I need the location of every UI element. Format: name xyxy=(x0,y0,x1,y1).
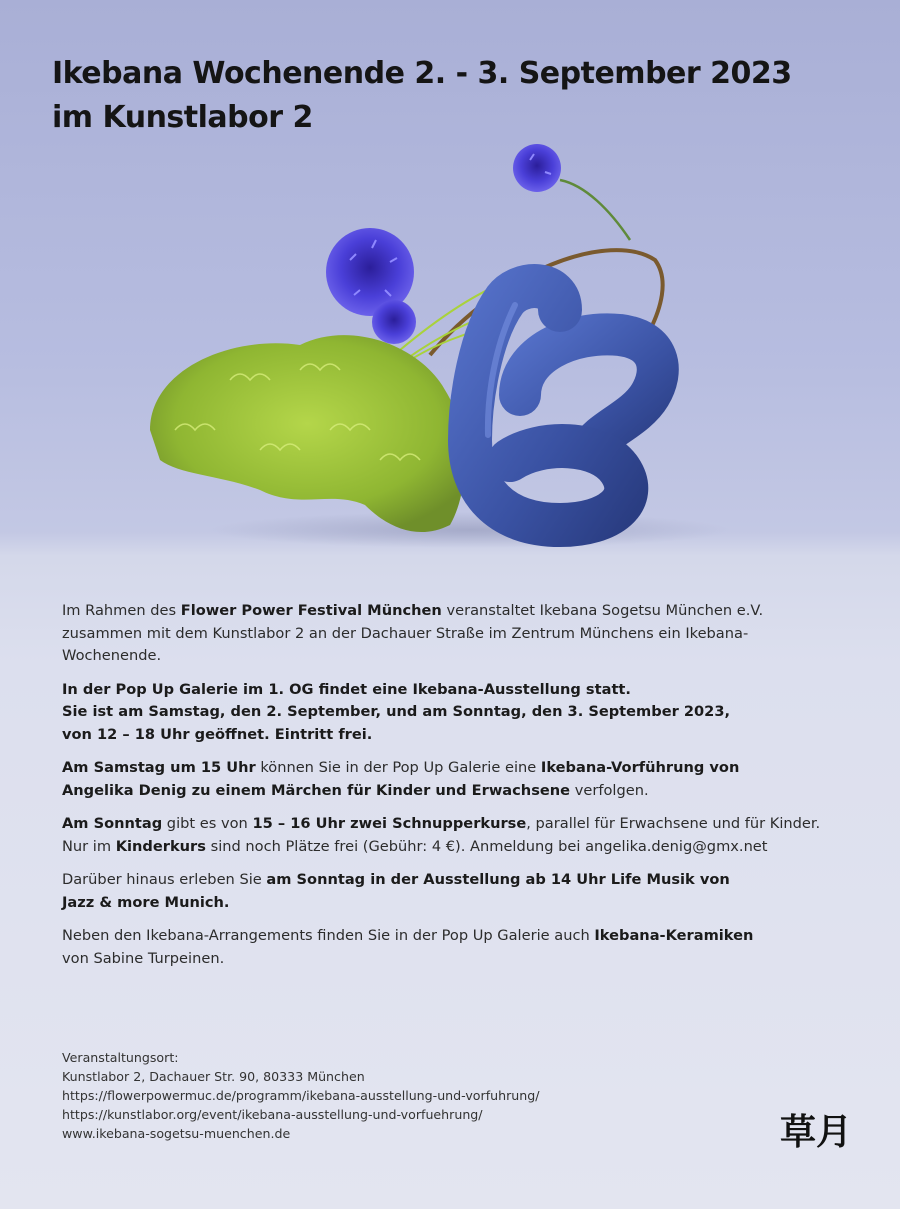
ceramics-paragraph xyxy=(62,925,892,970)
festival-name: Flower Power Festival München xyxy=(180,602,442,619)
saturday-demo: Ikebana-Vorführung von xyxy=(540,759,740,776)
sunday-text-2: , parallel für Erwachsene und für Kinder. xyxy=(526,815,821,832)
title-line-2: im Kunstlabor 2 xyxy=(52,100,313,135)
saturday-performer: Angelika Denig zu einem Märchen für Kinder und Erwachsene xyxy=(62,781,571,799)
saturday-text: können Sie in der Pop Up Galerie eine xyxy=(255,759,541,776)
sunday-label: Am Sonntag xyxy=(62,815,163,832)
saturday-text-2: verfolgen. xyxy=(570,781,649,799)
intro-line-2: zusammen mit dem Kunstlabor 2 an der Dachauer Straße im Zentrum Münchens ein Ikebana- xyxy=(62,624,749,642)
crescent-icon xyxy=(744,1106,766,1150)
shadow xyxy=(210,512,730,548)
ikebana-photo xyxy=(0,130,900,600)
sogetsu-logo xyxy=(738,1100,858,1156)
exhibition-line-1: In der Pop Up Galerie im 1. OG findet eine Ikebana-Ausstellung statt. xyxy=(62,680,631,698)
registration-text: sind noch Plätze frei (Gebühr: 4 €). Anmeldung bei angelika.denig@gmx.net xyxy=(205,837,768,855)
link-kunstlabor[interactable]: https://kunstlabor.org/event/ikebana-ausstellung-und-vorfuehrung/ xyxy=(62,1107,483,1122)
kids-course: Kinderkurs xyxy=(115,837,206,855)
link-flowerpower[interactable]: https://flowerpowermuc.de/programm/ikebana-ausstellung-und-vorfuhrung/ xyxy=(62,1088,540,1103)
saturday-time: Am Samstag um 15 Uhr xyxy=(62,759,256,776)
band-name: Jazz & more Munich. xyxy=(62,893,230,911)
venue-label: Veranstaltungsort: xyxy=(62,1050,179,1065)
title-line-1: Ikebana Wochenende 2. - 3. September 2023 xyxy=(52,56,792,91)
flower-small xyxy=(372,300,416,344)
sunday-paragraph xyxy=(62,813,892,858)
venue-address: Kunstlabor 2, Dachauer Str. 90, 80333 München xyxy=(62,1069,365,1084)
intro-paragraph xyxy=(62,600,892,668)
logo-kanji: 草月 xyxy=(780,1112,853,1153)
saturday-paragraph xyxy=(62,757,892,802)
exhibition-line-3: von 12 – 18 Uhr geöffnet. Eintritt frei. xyxy=(62,725,373,743)
music-paragraph xyxy=(62,869,892,914)
sunday-text: gibt es von xyxy=(162,815,253,832)
ceramics-text: Neben den Ikebana-Arrangements finden Sie in der Pop Up Galerie auch xyxy=(62,927,595,944)
sunday-text-3: Nur im xyxy=(62,837,116,855)
stem-thin xyxy=(560,180,630,240)
link-sogetsu[interactable]: www.ikebana-sogetsu-muenchen.de xyxy=(62,1126,291,1141)
intro-text: Im Rahmen des xyxy=(62,602,181,619)
music-time: am Sonntag in der Ausstellung ab 14 Uhr Life Musik von xyxy=(266,871,730,888)
flower-top xyxy=(513,144,561,192)
ceramics-artist: von Sabine Turpeinen. xyxy=(62,949,225,967)
music-text: Darüber hinaus erleben Sie xyxy=(62,871,267,888)
intro-line-3: Wochenende. xyxy=(62,647,162,664)
ceramics-label: Ikebana-Keramiken xyxy=(594,927,754,944)
intro-text-2: veranstaltet Ikebana Sogetsu München e.V. xyxy=(441,602,764,619)
venue-footer xyxy=(62,1048,702,1143)
sunday-courses: 15 – 16 Uhr zwei Schnupperkurse xyxy=(252,815,527,832)
event-description xyxy=(62,600,892,981)
page-title xyxy=(52,52,872,140)
exhibition-paragraph xyxy=(62,679,892,747)
exhibition-line-2: Sie ist am Samstag, den 2. September, und am Sonntag, den 3. September 2023, xyxy=(62,703,731,720)
